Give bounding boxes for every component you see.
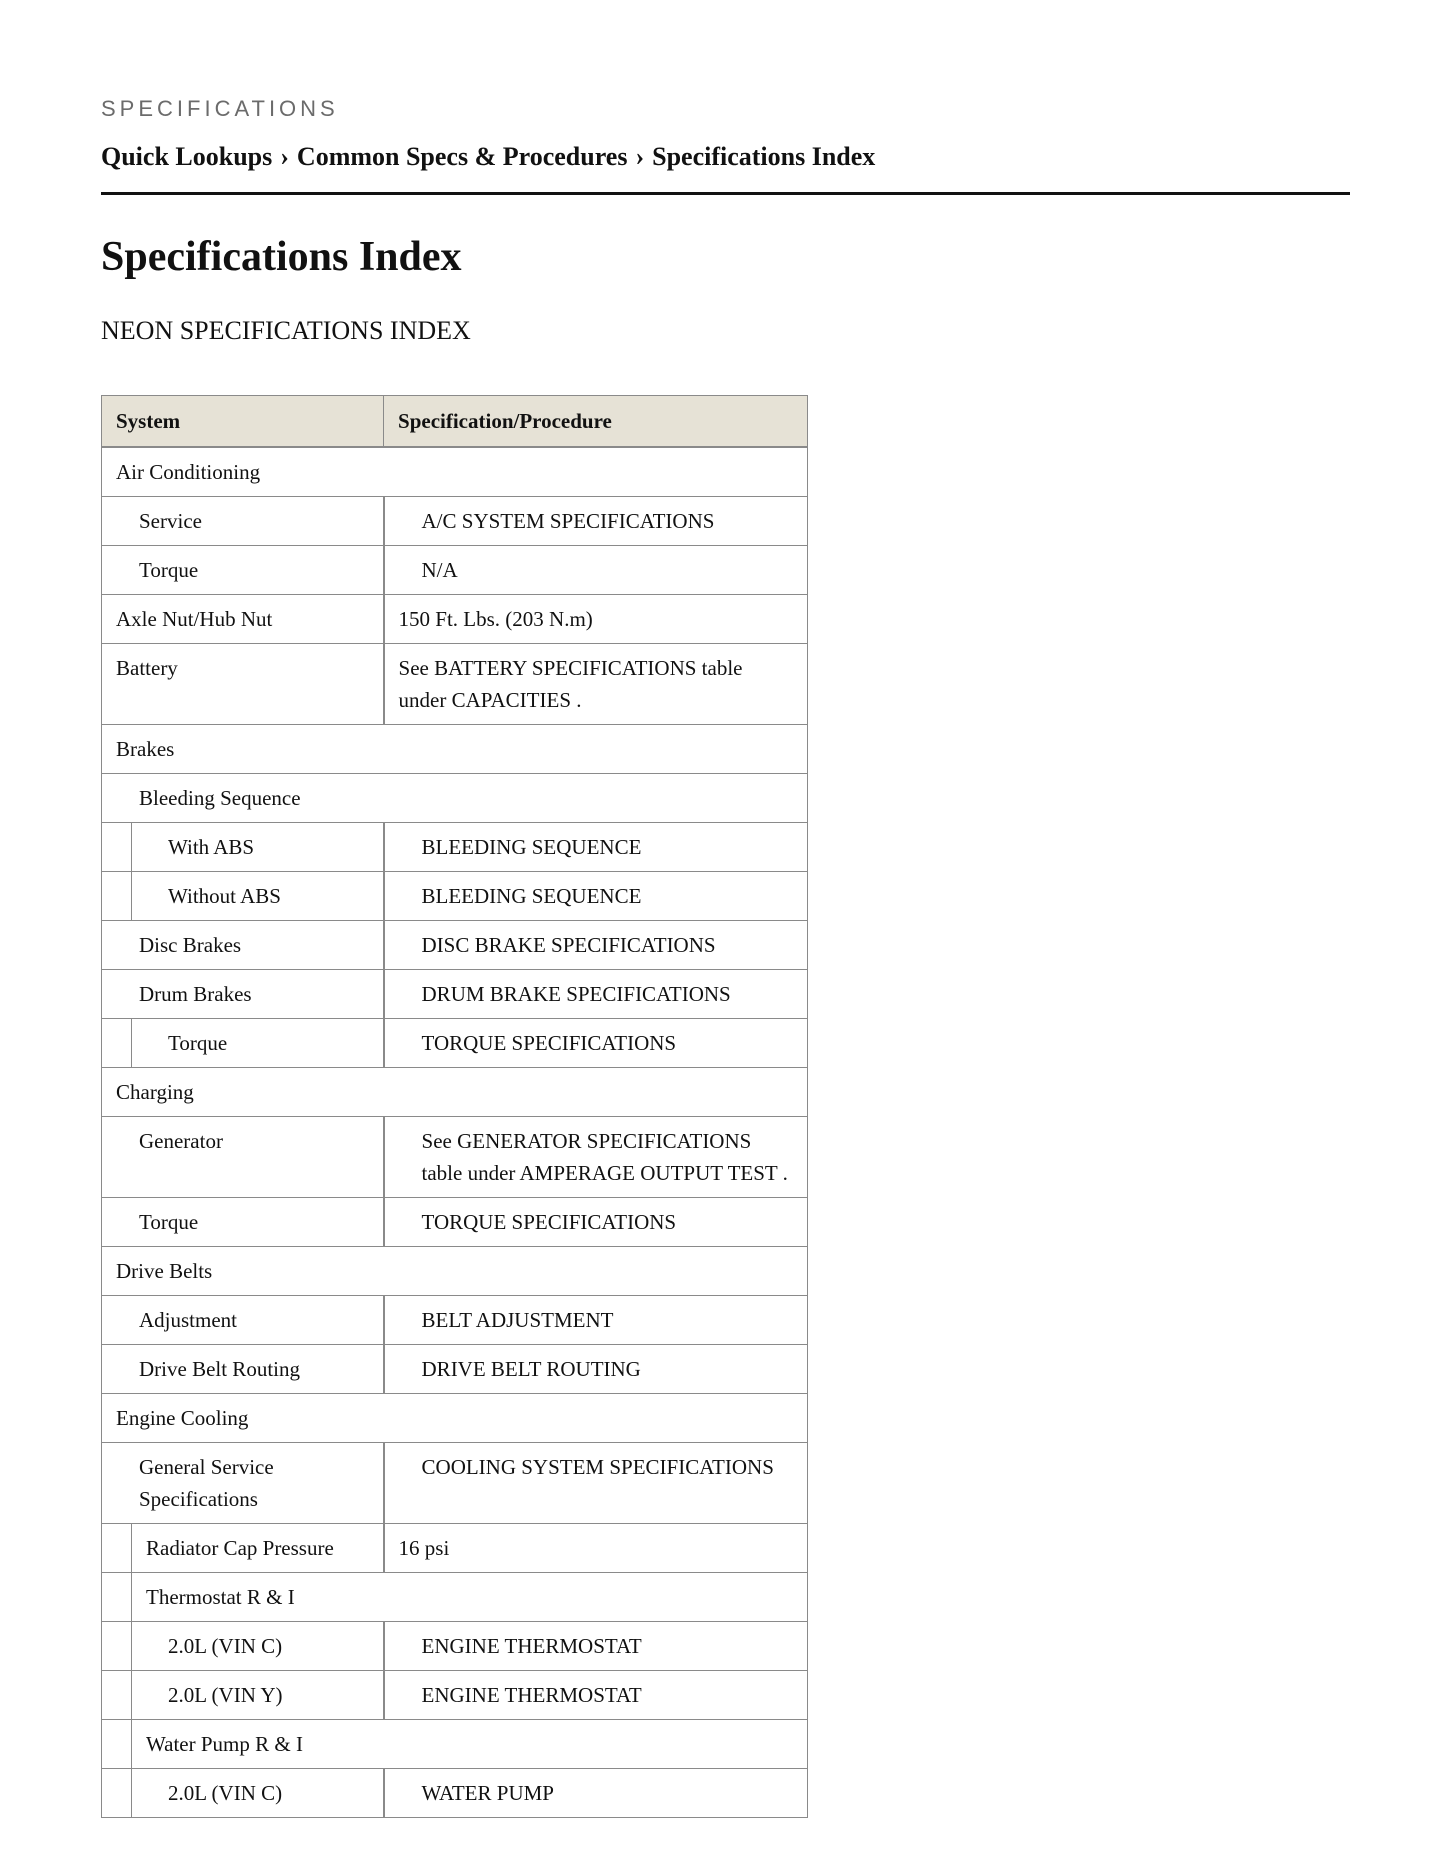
system-cell: Torque (132, 1019, 384, 1068)
table-row (102, 595, 808, 644)
spec-cell[interactable]: DRUM BRAKE SPECIFICATIONS (384, 970, 808, 1019)
system-cell: Engine Cooling (102, 1394, 808, 1443)
system-cell: Drive Belts (102, 1247, 808, 1296)
spec-cell: N/A (384, 546, 808, 595)
table-row (102, 497, 808, 546)
indent-gutter (102, 1720, 132, 1769)
breadcrumb-separator: › (635, 142, 645, 171)
table-row (102, 1622, 808, 1671)
table-row (102, 546, 808, 595)
specifications-table-body (102, 447, 808, 1818)
page-title: Specifications Index (101, 234, 462, 280)
spec-cell: 150 Ft. Lbs. (203 N.m) (384, 595, 808, 644)
table-row (102, 1671, 808, 1720)
indent-gutter (102, 1671, 132, 1720)
spec-cell[interactable]: DRIVE BELT ROUTING (384, 1345, 808, 1394)
system-cell: 2.0L (VIN C) (132, 1769, 384, 1818)
system-cell: Service (102, 497, 384, 546)
table-row (102, 1068, 808, 1117)
indent-gutter (102, 823, 132, 872)
section-label: SPECIFICATIONS (101, 96, 339, 121)
system-cell: Brakes (102, 725, 808, 774)
system-cell: Disc Brakes (102, 921, 384, 970)
header-divider (101, 192, 1350, 195)
table-row (102, 725, 808, 774)
spec-cell[interactable]: See BATTERY SPECIFICATIONS table under CAPACITIES . (384, 644, 808, 725)
indent-gutter (102, 872, 132, 921)
table-row (102, 823, 808, 872)
table-row (102, 644, 808, 725)
breadcrumb (101, 140, 1351, 174)
spec-cell[interactable]: DISC BRAKE SPECIFICATIONS (384, 921, 808, 970)
system-cell: Axle Nut/Hub Nut (102, 595, 384, 644)
breadcrumb-separator: › (280, 142, 289, 171)
table-row (102, 774, 808, 823)
spec-cell[interactable]: TORQUE SPECIFICATIONS (384, 1198, 808, 1247)
breadcrumb-item-specifications-index: Specifications Index (652, 142, 876, 171)
spec-cell[interactable]: See GENERATOR SPECIFICATIONS table under AMPERAGE OUTPUT TEST . (384, 1117, 808, 1198)
system-cell: 2.0L (VIN C) (132, 1622, 384, 1671)
system-cell: Torque (102, 1198, 384, 1247)
column-header-system: System (102, 396, 384, 448)
system-cell: Adjustment (102, 1296, 384, 1345)
table-row (102, 1198, 808, 1247)
system-cell: Air Conditioning (102, 447, 808, 497)
table-row (102, 1524, 808, 1573)
table-row (102, 1117, 808, 1198)
system-cell: Thermostat R & I (132, 1573, 808, 1622)
table-row (102, 1573, 808, 1622)
table-row (102, 970, 808, 1019)
table-row (102, 1769, 808, 1818)
spec-cell[interactable]: WATER PUMP (384, 1769, 808, 1818)
spec-cell[interactable]: ENGINE THERMOSTAT (384, 1622, 808, 1671)
system-cell: Without ABS (132, 872, 384, 921)
spec-cell[interactable]: BELT ADJUSTMENT (384, 1296, 808, 1345)
table-header-row (102, 396, 808, 448)
system-cell: Bleeding Sequence (102, 774, 808, 823)
indent-gutter (102, 1524, 132, 1573)
system-cell: 2.0L (VIN Y) (132, 1671, 384, 1720)
column-header-spec: Specification/Procedure (384, 396, 808, 448)
spec-cell[interactable]: COOLING SYSTEM SPECIFICATIONS (384, 1443, 808, 1524)
system-cell: Generator (102, 1117, 384, 1198)
system-cell: Drive Belt Routing (102, 1345, 384, 1394)
spec-cell[interactable]: BLEEDING SEQUENCE (384, 823, 808, 872)
indent-gutter (102, 1573, 132, 1622)
table-row (102, 1720, 808, 1769)
table-row (102, 1019, 808, 1068)
breadcrumb-item-quick-lookups[interactable]: Quick Lookups (101, 142, 273, 171)
table-row (102, 1443, 808, 1524)
breadcrumb-item-common-specs[interactable]: Common Specs & Procedures (296, 142, 628, 171)
table-row (102, 447, 808, 497)
system-cell: General Service Specifications (102, 1443, 384, 1524)
table-row (102, 921, 808, 970)
indent-gutter (102, 1769, 132, 1818)
system-cell: With ABS (132, 823, 384, 872)
index-subtitle: NEON SPECIFICATIONS INDEX (101, 316, 471, 345)
system-cell: Battery (102, 644, 384, 725)
specifications-table (101, 395, 808, 1818)
spec-cell[interactable]: A/C SYSTEM SPECIFICATIONS (384, 497, 808, 546)
indent-gutter (102, 1019, 132, 1068)
spec-cell: 16 psi (384, 1524, 808, 1573)
table-row (102, 1345, 808, 1394)
spec-cell[interactable]: TORQUE SPECIFICATIONS (384, 1019, 808, 1068)
system-cell: Water Pump R & I (132, 1720, 808, 1769)
system-cell: Charging (102, 1068, 808, 1117)
table-row (102, 1296, 808, 1345)
system-cell: Radiator Cap Pressure (132, 1524, 384, 1573)
table-row (102, 1247, 808, 1296)
spec-cell[interactable]: BLEEDING SEQUENCE (384, 872, 808, 921)
table-row (102, 1394, 808, 1443)
indent-gutter (102, 1622, 132, 1671)
table-row (102, 872, 808, 921)
spec-cell[interactable]: ENGINE THERMOSTAT (384, 1671, 808, 1720)
system-cell: Torque (102, 546, 384, 595)
system-cell: Drum Brakes (102, 970, 384, 1019)
